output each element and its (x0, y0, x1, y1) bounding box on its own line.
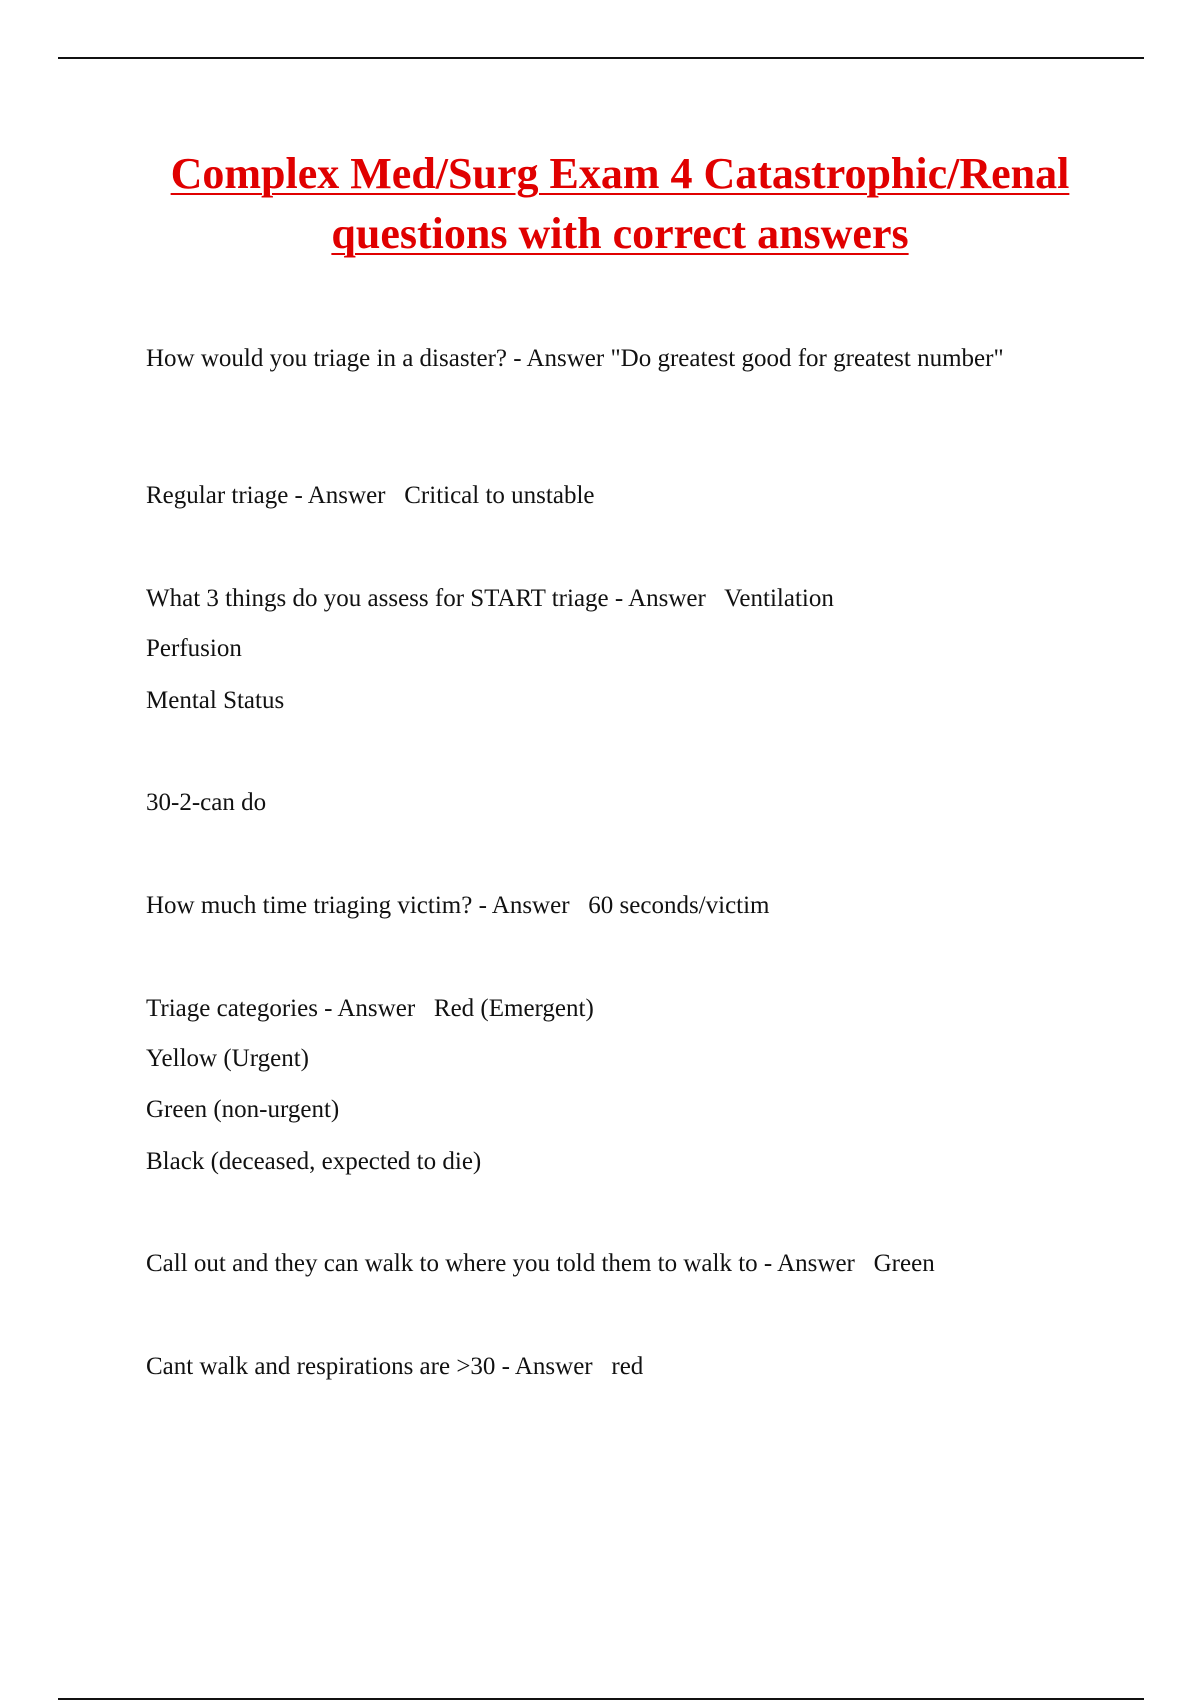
qa-line: Triage categories - Answer Red (Emergent) (146, 995, 594, 1022)
header-rule (58, 57, 1144, 59)
qa-line: Mental Status (146, 687, 285, 714)
qa-line: How would you triage in a disaster? - Answer "Do greatest good for greatest number" (146, 345, 1004, 372)
document-title: Complex Med/Surg Exam 4 Catastrophic/Renal questions with correct answers (170, 149, 1070, 258)
qa-line: Green (non-urgent) (146, 1096, 340, 1123)
qa-line: Black (deceased, expected to die) (146, 1148, 482, 1175)
qa-line: Perfusion (146, 635, 242, 662)
qa-line: Call out and they can walk to where you told them to walk to - Answer Green (146, 1250, 935, 1277)
qa-line: Cant walk and respirations are >30 - Answer red (146, 1353, 644, 1380)
qa-line: 30-2-can do (146, 789, 267, 816)
qa-line: How much time triaging victim? - Answer 60 seconds/victim (146, 892, 770, 919)
qa-line: Yellow (Urgent) (146, 1045, 309, 1072)
qa-line: Regular triage - Answer Critical to unstable (146, 482, 595, 509)
qa-line: What 3 things do you assess for START triage - Answer Ventilation (146, 585, 834, 612)
